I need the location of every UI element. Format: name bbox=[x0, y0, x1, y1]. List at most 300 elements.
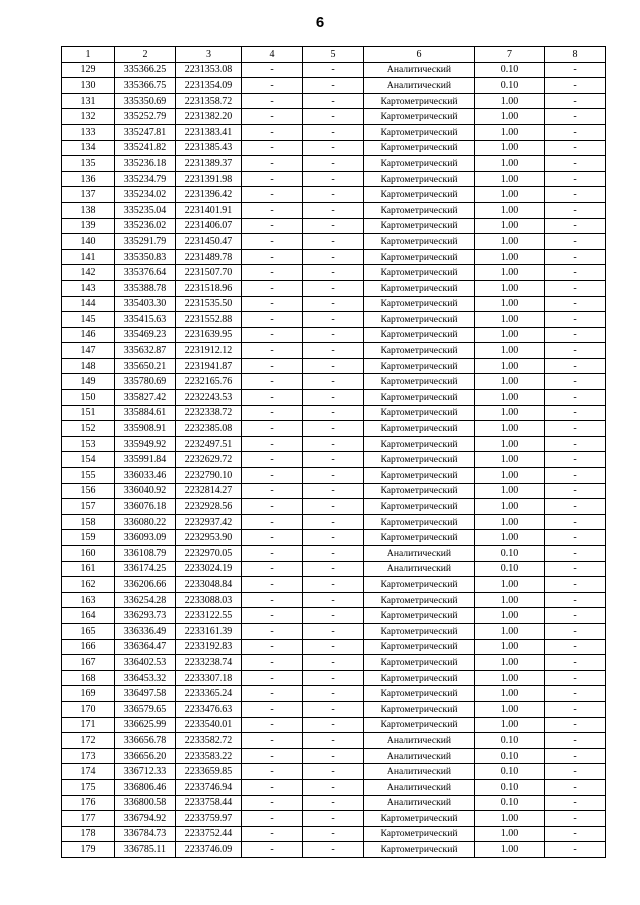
accuracy-cell: 1.00 bbox=[475, 202, 545, 218]
col8-cell: - bbox=[545, 483, 606, 499]
accuracy-cell: 1.00 bbox=[475, 514, 545, 530]
x-coordinate-cell: 336174.25 bbox=[115, 561, 176, 577]
accuracy-cell: 1.00 bbox=[475, 468, 545, 484]
accuracy-cell: 1.00 bbox=[475, 499, 545, 515]
method-cell: Картометрический bbox=[364, 577, 475, 593]
x-coordinate-cell: 336336.49 bbox=[115, 623, 176, 639]
table-row bbox=[62, 452, 606, 468]
col4-cell: - bbox=[242, 62, 303, 78]
col4-cell: - bbox=[242, 187, 303, 203]
table-row bbox=[62, 701, 606, 717]
y-coordinate-cell: 2233476.63 bbox=[176, 701, 242, 717]
table-row bbox=[62, 109, 606, 125]
col8-cell: - bbox=[545, 452, 606, 468]
method-cell: Картометрический bbox=[364, 265, 475, 281]
col8-cell: - bbox=[545, 218, 606, 234]
accuracy-cell: 1.00 bbox=[475, 327, 545, 343]
method-cell: Картометрический bbox=[364, 296, 475, 312]
y-coordinate-cell: 2232928.56 bbox=[176, 499, 242, 515]
table-row bbox=[62, 811, 606, 827]
method-cell: Картометрический bbox=[364, 390, 475, 406]
col5-cell: - bbox=[303, 842, 364, 858]
method-cell: Картометрический bbox=[364, 156, 475, 172]
y-coordinate-cell: 2231941.87 bbox=[176, 358, 242, 374]
x-coordinate-cell: 336076.18 bbox=[115, 499, 176, 515]
accuracy-cell: 1.00 bbox=[475, 93, 545, 109]
col8-cell: - bbox=[545, 546, 606, 562]
table-row bbox=[62, 374, 606, 390]
col8-cell: - bbox=[545, 639, 606, 655]
accuracy-cell: 1.00 bbox=[475, 249, 545, 265]
point-number-cell: 169 bbox=[62, 686, 115, 702]
point-number-cell: 172 bbox=[62, 733, 115, 749]
col4-cell: - bbox=[242, 421, 303, 437]
point-number-cell: 149 bbox=[62, 374, 115, 390]
col4-cell: - bbox=[242, 296, 303, 312]
method-cell: Картометрический bbox=[364, 701, 475, 717]
coordinates-table bbox=[61, 46, 606, 858]
y-coordinate-cell: 2233088.03 bbox=[176, 592, 242, 608]
x-coordinate-cell: 335350.69 bbox=[115, 93, 176, 109]
x-coordinate-cell: 335949.92 bbox=[115, 436, 176, 452]
col4-cell: - bbox=[242, 577, 303, 593]
table-row bbox=[62, 234, 606, 250]
accuracy-cell: 1.00 bbox=[475, 483, 545, 499]
col4-cell: - bbox=[242, 499, 303, 515]
x-coordinate-cell: 335236.18 bbox=[115, 156, 176, 172]
point-number-cell: 133 bbox=[62, 124, 115, 140]
y-coordinate-cell: 2231450.47 bbox=[176, 234, 242, 250]
col8-cell: - bbox=[545, 93, 606, 109]
accuracy-cell: 1.00 bbox=[475, 390, 545, 406]
y-coordinate-cell: 2233122.55 bbox=[176, 608, 242, 624]
y-coordinate-cell: 2231396.42 bbox=[176, 187, 242, 203]
col5-cell: - bbox=[303, 686, 364, 702]
accuracy-cell: 1.00 bbox=[475, 280, 545, 296]
y-coordinate-cell: 2231552.88 bbox=[176, 312, 242, 328]
point-number-cell: 152 bbox=[62, 421, 115, 437]
table-row bbox=[62, 779, 606, 795]
col4-cell: - bbox=[242, 343, 303, 359]
y-coordinate-cell: 2232338.72 bbox=[176, 405, 242, 421]
column-header: 2 bbox=[115, 47, 176, 63]
col5-cell: - bbox=[303, 93, 364, 109]
x-coordinate-cell: 335884.61 bbox=[115, 405, 176, 421]
x-coordinate-cell: 336800.58 bbox=[115, 795, 176, 811]
table-row bbox=[62, 826, 606, 842]
method-cell: Картометрический bbox=[364, 421, 475, 437]
method-cell: Картометрический bbox=[364, 639, 475, 655]
col4-cell: - bbox=[242, 436, 303, 452]
table-row bbox=[62, 156, 606, 172]
x-coordinate-cell: 336364.47 bbox=[115, 639, 176, 655]
table-row bbox=[62, 748, 606, 764]
accuracy-cell: 1.00 bbox=[475, 670, 545, 686]
col4-cell: - bbox=[242, 358, 303, 374]
accuracy-cell: 1.00 bbox=[475, 343, 545, 359]
col4-cell: - bbox=[242, 280, 303, 296]
accuracy-cell: 1.00 bbox=[475, 608, 545, 624]
col8-cell: - bbox=[545, 405, 606, 421]
col4-cell: - bbox=[242, 561, 303, 577]
method-cell: Аналитический bbox=[364, 78, 475, 94]
col5-cell: - bbox=[303, 218, 364, 234]
col5-cell: - bbox=[303, 124, 364, 140]
y-coordinate-cell: 2231383.41 bbox=[176, 124, 242, 140]
col5-cell: - bbox=[303, 655, 364, 671]
col5-cell: - bbox=[303, 156, 364, 172]
page-number: 6 bbox=[315, 14, 325, 31]
point-number-cell: 141 bbox=[62, 249, 115, 265]
x-coordinate-cell: 336040.92 bbox=[115, 483, 176, 499]
table-row bbox=[62, 623, 606, 639]
method-cell: Аналитический bbox=[364, 795, 475, 811]
method-cell: Аналитический bbox=[364, 764, 475, 780]
point-number-cell: 151 bbox=[62, 405, 115, 421]
table-row bbox=[62, 312, 606, 328]
col4-cell: - bbox=[242, 592, 303, 608]
col8-cell: - bbox=[545, 280, 606, 296]
y-coordinate-cell: 2232385.08 bbox=[176, 421, 242, 437]
table-row bbox=[62, 468, 606, 484]
col4-cell: - bbox=[242, 546, 303, 562]
point-number-cell: 157 bbox=[62, 499, 115, 515]
table-row bbox=[62, 608, 606, 624]
y-coordinate-cell: 2233365.24 bbox=[176, 686, 242, 702]
column-header: 3 bbox=[176, 47, 242, 63]
accuracy-cell: 0.10 bbox=[475, 78, 545, 94]
table-row bbox=[62, 390, 606, 406]
table-row bbox=[62, 421, 606, 437]
col8-cell: - bbox=[545, 561, 606, 577]
x-coordinate-cell: 336712.33 bbox=[115, 764, 176, 780]
col8-cell: - bbox=[545, 265, 606, 281]
col5-cell: - bbox=[303, 187, 364, 203]
col8-cell: - bbox=[545, 842, 606, 858]
accuracy-cell: 0.10 bbox=[475, 546, 545, 562]
col4-cell: - bbox=[242, 655, 303, 671]
col8-cell: - bbox=[545, 187, 606, 203]
x-coordinate-cell: 336656.20 bbox=[115, 748, 176, 764]
x-coordinate-cell: 336656.78 bbox=[115, 733, 176, 749]
column-header: 7 bbox=[475, 47, 545, 63]
col8-cell: - bbox=[545, 62, 606, 78]
point-number-cell: 166 bbox=[62, 639, 115, 655]
col5-cell: - bbox=[303, 561, 364, 577]
x-coordinate-cell: 335780.69 bbox=[115, 374, 176, 390]
y-coordinate-cell: 2233192.83 bbox=[176, 639, 242, 655]
col4-cell: - bbox=[242, 717, 303, 733]
col8-cell: - bbox=[545, 748, 606, 764]
col5-cell: - bbox=[303, 717, 364, 733]
x-coordinate-cell: 335827.42 bbox=[115, 390, 176, 406]
col8-cell: - bbox=[545, 327, 606, 343]
y-coordinate-cell: 2232629.72 bbox=[176, 452, 242, 468]
point-number-cell: 132 bbox=[62, 109, 115, 125]
col4-cell: - bbox=[242, 468, 303, 484]
point-number-cell: 175 bbox=[62, 779, 115, 795]
col5-cell: - bbox=[303, 405, 364, 421]
y-coordinate-cell: 2233752.44 bbox=[176, 826, 242, 842]
y-coordinate-cell: 2233659.85 bbox=[176, 764, 242, 780]
col8-cell: - bbox=[545, 312, 606, 328]
method-cell: Картометрический bbox=[364, 686, 475, 702]
point-number-cell: 176 bbox=[62, 795, 115, 811]
col4-cell: - bbox=[242, 249, 303, 265]
accuracy-cell: 0.10 bbox=[475, 62, 545, 78]
table-row bbox=[62, 140, 606, 156]
accuracy-cell: 1.00 bbox=[475, 187, 545, 203]
x-coordinate-cell: 335291.79 bbox=[115, 234, 176, 250]
col4-cell: - bbox=[242, 701, 303, 717]
point-number-cell: 143 bbox=[62, 280, 115, 296]
point-number-cell: 171 bbox=[62, 717, 115, 733]
table-row bbox=[62, 187, 606, 203]
point-number-cell: 163 bbox=[62, 592, 115, 608]
column-header: 1 bbox=[62, 47, 115, 63]
col8-cell: - bbox=[545, 124, 606, 140]
col4-cell: - bbox=[242, 390, 303, 406]
method-cell: Картометрический bbox=[364, 249, 475, 265]
col5-cell: - bbox=[303, 343, 364, 359]
col5-cell: - bbox=[303, 546, 364, 562]
point-number-cell: 158 bbox=[62, 514, 115, 530]
col8-cell: - bbox=[545, 670, 606, 686]
col4-cell: - bbox=[242, 124, 303, 140]
col4-cell: - bbox=[242, 374, 303, 390]
point-number-cell: 165 bbox=[62, 623, 115, 639]
point-number-cell: 167 bbox=[62, 655, 115, 671]
col4-cell: - bbox=[242, 156, 303, 172]
accuracy-cell: 1.00 bbox=[475, 623, 545, 639]
method-cell: Картометрический bbox=[364, 343, 475, 359]
point-number-cell: 162 bbox=[62, 577, 115, 593]
x-coordinate-cell: 336497.58 bbox=[115, 686, 176, 702]
col8-cell: - bbox=[545, 343, 606, 359]
col5-cell: - bbox=[303, 592, 364, 608]
y-coordinate-cell: 2231406.07 bbox=[176, 218, 242, 234]
col8-cell: - bbox=[545, 530, 606, 546]
y-coordinate-cell: 2233759.97 bbox=[176, 811, 242, 827]
col8-cell: - bbox=[545, 296, 606, 312]
col5-cell: - bbox=[303, 826, 364, 842]
col4-cell: - bbox=[242, 608, 303, 624]
method-cell: Картометрический bbox=[364, 468, 475, 484]
point-number-cell: 179 bbox=[62, 842, 115, 858]
accuracy-cell: 1.00 bbox=[475, 109, 545, 125]
col8-cell: - bbox=[545, 608, 606, 624]
col5-cell: - bbox=[303, 795, 364, 811]
col8-cell: - bbox=[545, 826, 606, 842]
x-coordinate-cell: 336293.73 bbox=[115, 608, 176, 624]
table-row bbox=[62, 795, 606, 811]
point-number-cell: 161 bbox=[62, 561, 115, 577]
y-coordinate-cell: 2231639.95 bbox=[176, 327, 242, 343]
y-coordinate-cell: 2233746.09 bbox=[176, 842, 242, 858]
method-cell: Картометрический bbox=[364, 218, 475, 234]
accuracy-cell: 0.10 bbox=[475, 764, 545, 780]
y-coordinate-cell: 2233758.44 bbox=[176, 795, 242, 811]
y-coordinate-cell: 2231358.72 bbox=[176, 93, 242, 109]
accuracy-cell: 1.00 bbox=[475, 374, 545, 390]
accuracy-cell: 0.10 bbox=[475, 561, 545, 577]
col5-cell: - bbox=[303, 811, 364, 827]
x-coordinate-cell: 335234.02 bbox=[115, 187, 176, 203]
method-cell: Картометрический bbox=[364, 109, 475, 125]
col8-cell: - bbox=[545, 811, 606, 827]
y-coordinate-cell: 2232790.10 bbox=[176, 468, 242, 484]
x-coordinate-cell: 335908.91 bbox=[115, 421, 176, 437]
accuracy-cell: 1.00 bbox=[475, 842, 545, 858]
col4-cell: - bbox=[242, 265, 303, 281]
col4-cell: - bbox=[242, 234, 303, 250]
point-number-cell: 145 bbox=[62, 312, 115, 328]
x-coordinate-cell: 336080.22 bbox=[115, 514, 176, 530]
col8-cell: - bbox=[545, 78, 606, 94]
accuracy-cell: 1.00 bbox=[475, 686, 545, 702]
y-coordinate-cell: 2231385.43 bbox=[176, 140, 242, 156]
col8-cell: - bbox=[545, 764, 606, 780]
accuracy-cell: 1.00 bbox=[475, 639, 545, 655]
point-number-cell: 148 bbox=[62, 358, 115, 374]
table-row bbox=[62, 592, 606, 608]
point-number-cell: 178 bbox=[62, 826, 115, 842]
point-number-cell: 144 bbox=[62, 296, 115, 312]
col8-cell: - bbox=[545, 468, 606, 484]
y-coordinate-cell: 2233582.72 bbox=[176, 733, 242, 749]
x-coordinate-cell: 335469.23 bbox=[115, 327, 176, 343]
x-coordinate-cell: 335366.75 bbox=[115, 78, 176, 94]
col5-cell: - bbox=[303, 748, 364, 764]
y-coordinate-cell: 2232953.90 bbox=[176, 530, 242, 546]
col8-cell: - bbox=[545, 374, 606, 390]
y-coordinate-cell: 2232165.76 bbox=[176, 374, 242, 390]
method-cell: Картометрический bbox=[364, 234, 475, 250]
method-cell: Аналитический bbox=[364, 546, 475, 562]
col4-cell: - bbox=[242, 93, 303, 109]
method-cell: Картометрический bbox=[364, 124, 475, 140]
table-row bbox=[62, 764, 606, 780]
x-coordinate-cell: 335991.84 bbox=[115, 452, 176, 468]
col5-cell: - bbox=[303, 639, 364, 655]
table-body bbox=[62, 62, 606, 857]
table-row bbox=[62, 639, 606, 655]
method-cell: Картометрический bbox=[364, 717, 475, 733]
col4-cell: - bbox=[242, 78, 303, 94]
method-cell: Картометрический bbox=[364, 280, 475, 296]
table-row bbox=[62, 546, 606, 562]
y-coordinate-cell: 2232970.05 bbox=[176, 546, 242, 562]
col4-cell: - bbox=[242, 733, 303, 749]
method-cell: Картометрический bbox=[364, 842, 475, 858]
x-coordinate-cell: 336402.53 bbox=[115, 655, 176, 671]
col5-cell: - bbox=[303, 670, 364, 686]
x-coordinate-cell: 335632.87 bbox=[115, 343, 176, 359]
table-row bbox=[62, 655, 606, 671]
y-coordinate-cell: 2231382.20 bbox=[176, 109, 242, 125]
accuracy-cell: 1.00 bbox=[475, 717, 545, 733]
table-row bbox=[62, 561, 606, 577]
col4-cell: - bbox=[242, 452, 303, 468]
col5-cell: - bbox=[303, 327, 364, 343]
point-number-cell: 139 bbox=[62, 218, 115, 234]
accuracy-cell: 1.00 bbox=[475, 140, 545, 156]
method-cell: Картометрический bbox=[364, 171, 475, 187]
col5-cell: - bbox=[303, 530, 364, 546]
col4-cell: - bbox=[242, 811, 303, 827]
x-coordinate-cell: 336254.28 bbox=[115, 592, 176, 608]
col4-cell: - bbox=[242, 327, 303, 343]
method-cell: Картометрический bbox=[364, 499, 475, 515]
col4-cell: - bbox=[242, 202, 303, 218]
y-coordinate-cell: 2231912.12 bbox=[176, 343, 242, 359]
x-coordinate-cell: 336794.92 bbox=[115, 811, 176, 827]
point-number-cell: 153 bbox=[62, 436, 115, 452]
col8-cell: - bbox=[545, 390, 606, 406]
method-cell: Картометрический bbox=[364, 405, 475, 421]
method-cell: Картометрический bbox=[364, 140, 475, 156]
x-coordinate-cell: 335376.64 bbox=[115, 265, 176, 281]
col8-cell: - bbox=[545, 109, 606, 125]
point-number-cell: 147 bbox=[62, 343, 115, 359]
table-row bbox=[62, 171, 606, 187]
col5-cell: - bbox=[303, 234, 364, 250]
col5-cell: - bbox=[303, 249, 364, 265]
y-coordinate-cell: 2231389.37 bbox=[176, 156, 242, 172]
method-cell: Картометрический bbox=[364, 623, 475, 639]
col5-cell: - bbox=[303, 623, 364, 639]
table-row bbox=[62, 530, 606, 546]
method-cell: Аналитический bbox=[364, 779, 475, 795]
accuracy-cell: 1.00 bbox=[475, 218, 545, 234]
col5-cell: - bbox=[303, 202, 364, 218]
y-coordinate-cell: 2231391.98 bbox=[176, 171, 242, 187]
col4-cell: - bbox=[242, 764, 303, 780]
accuracy-cell: 1.00 bbox=[475, 124, 545, 140]
col8-cell: - bbox=[545, 514, 606, 530]
point-number-cell: 164 bbox=[62, 608, 115, 624]
col8-cell: - bbox=[545, 140, 606, 156]
table-row bbox=[62, 343, 606, 359]
accuracy-cell: 1.00 bbox=[475, 655, 545, 671]
method-cell: Картометрический bbox=[364, 655, 475, 671]
table-row bbox=[62, 405, 606, 421]
point-number-cell: 142 bbox=[62, 265, 115, 281]
col5-cell: - bbox=[303, 280, 364, 296]
y-coordinate-cell: 2231401.91 bbox=[176, 202, 242, 218]
table-row bbox=[62, 842, 606, 858]
method-cell: Картометрический bbox=[364, 530, 475, 546]
x-coordinate-cell: 336579.65 bbox=[115, 701, 176, 717]
col8-cell: - bbox=[545, 655, 606, 671]
col5-cell: - bbox=[303, 62, 364, 78]
point-number-cell: 154 bbox=[62, 452, 115, 468]
accuracy-cell: 0.10 bbox=[475, 748, 545, 764]
method-cell: Картометрический bbox=[364, 436, 475, 452]
y-coordinate-cell: 2231489.78 bbox=[176, 249, 242, 265]
col8-cell: - bbox=[545, 733, 606, 749]
table-row bbox=[62, 436, 606, 452]
x-coordinate-cell: 335241.82 bbox=[115, 140, 176, 156]
x-coordinate-cell: 336206.66 bbox=[115, 577, 176, 593]
y-coordinate-cell: 2233238.74 bbox=[176, 655, 242, 671]
col5-cell: - bbox=[303, 374, 364, 390]
col5-cell: - bbox=[303, 421, 364, 437]
table-row bbox=[62, 296, 606, 312]
col5-cell: - bbox=[303, 78, 364, 94]
col4-cell: - bbox=[242, 140, 303, 156]
table-row bbox=[62, 733, 606, 749]
